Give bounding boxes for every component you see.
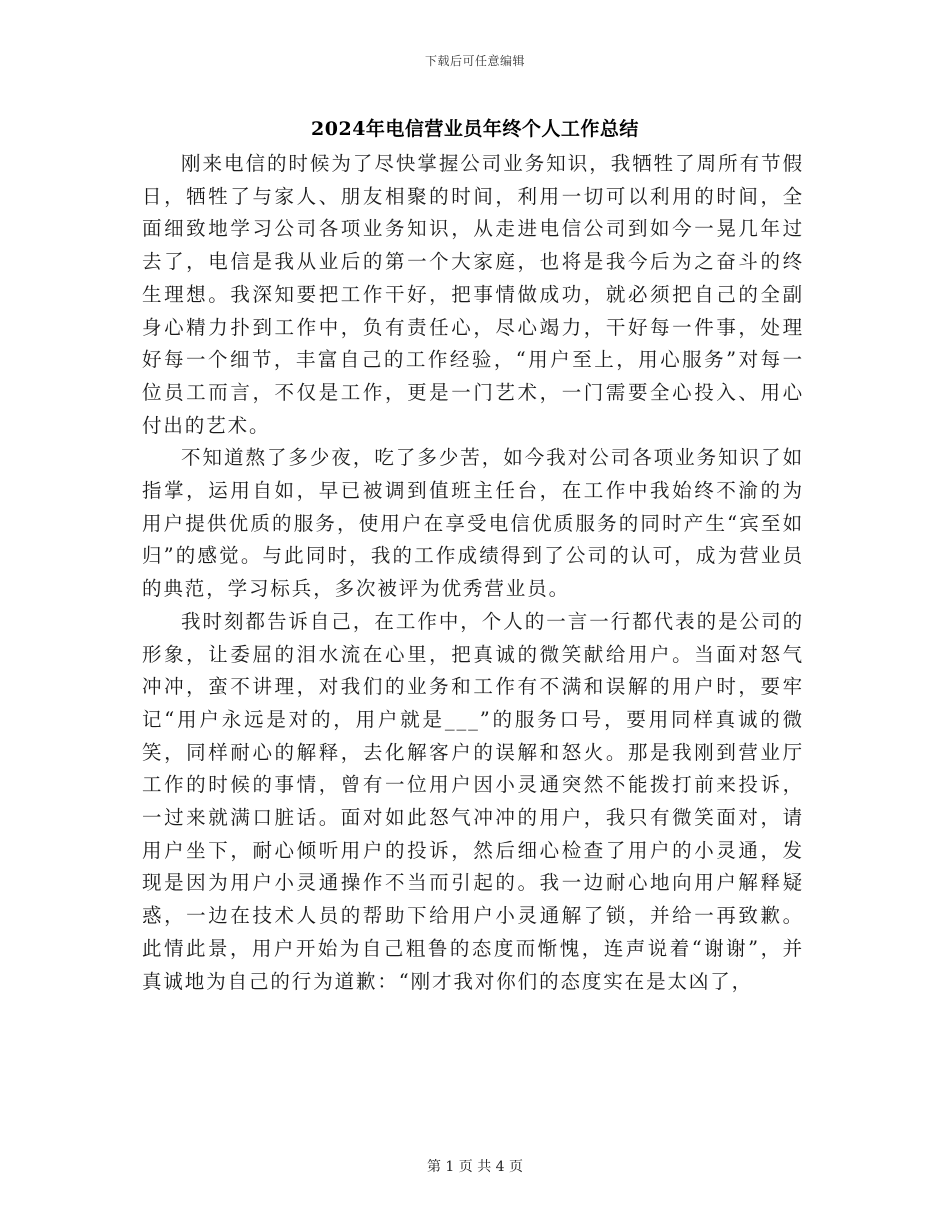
paragraph-1: 刚来电信的时候为了尽快掌握公司业务知识，我牺牲了周所有节假日，牺牲了与家人、朋友相聚的时间，利用一切可以利用的时间，全面细致地学习公司各项业务知识，从走进电信公司到如今一晃几年过去了，电信是我从业后的第一个大家庭，也将是我今后为之奋斗的终生理想。我深知要把工作干好，把事情做成功，就必须把自己的全副身心精力扑到工作中，负有责任心，尽心竭力，干好每一件事，处理好每一个细节，丰富自己的工作经验，“用户至上，用心服务”对每一位员工而言，不仅是工作，更是一门艺术，一门需要全心投入、用心付出的艺术。 [142,152,804,437]
header-note: 下载后可任意编辑 [424,54,525,68]
document-body [142,148,804,998]
paragraph-3: 我时刻都告诉自己，在工作中，个人的一言一行都代表的是公司的形象，让委屈的泪水流在心里，把真诚的微笑献给用户。当面对怒气冲冲，蛮不讲理，对我们的业务和工作有不满和误解的用户时，要牢记“用户永远是对的，用户就是___”的服务口号，要用同样真诚的微笑，同样耐心的解释，去化解客户的误解和怒火。那是我刚到营业厅工作的时候的事情，曾有一位用户因小灵通突然不能拨打前来投诉，一过来就满口脏话。面对如此怒气冲冲的用户，我只有微笑面对，请用户坐下，耐心倾听用户的投诉，然后细心检查了用户的小灵通，发现是因为用户小灵通操作不当而引起的。我一边耐心地向用户解释疑惑，一边在技术人员的帮助下给用户小灵通解了锁，并给一再致歉。此情此景，用户开始为自己粗鲁的态度而惭愧，连声说着“谢谢”，并真诚地为自己的行为道歉：“刚才我对你们的态度实在是太凶了， [142,609,804,993]
paragraph-2: 不知道熬了多少夜，吃了多少苦，如今我对公司各项业务知识了如指掌，运用自如，早已被调到值班主任台，在工作中我始终不渝的为用户提供优质的服务，使用户在享受电信优质服务的同时产生“宾至如归”的感觉。与此同时，我的工作成绩得到了公司的认可，成为营业员的典范，学习标兵，多次被评为优秀营业员。 [142,446,804,601]
document-title: 2024年电信营业员年终个人工作总结 [311,118,639,140]
page-footer: 第 1 页 共 4 页 [426,1159,524,1175]
